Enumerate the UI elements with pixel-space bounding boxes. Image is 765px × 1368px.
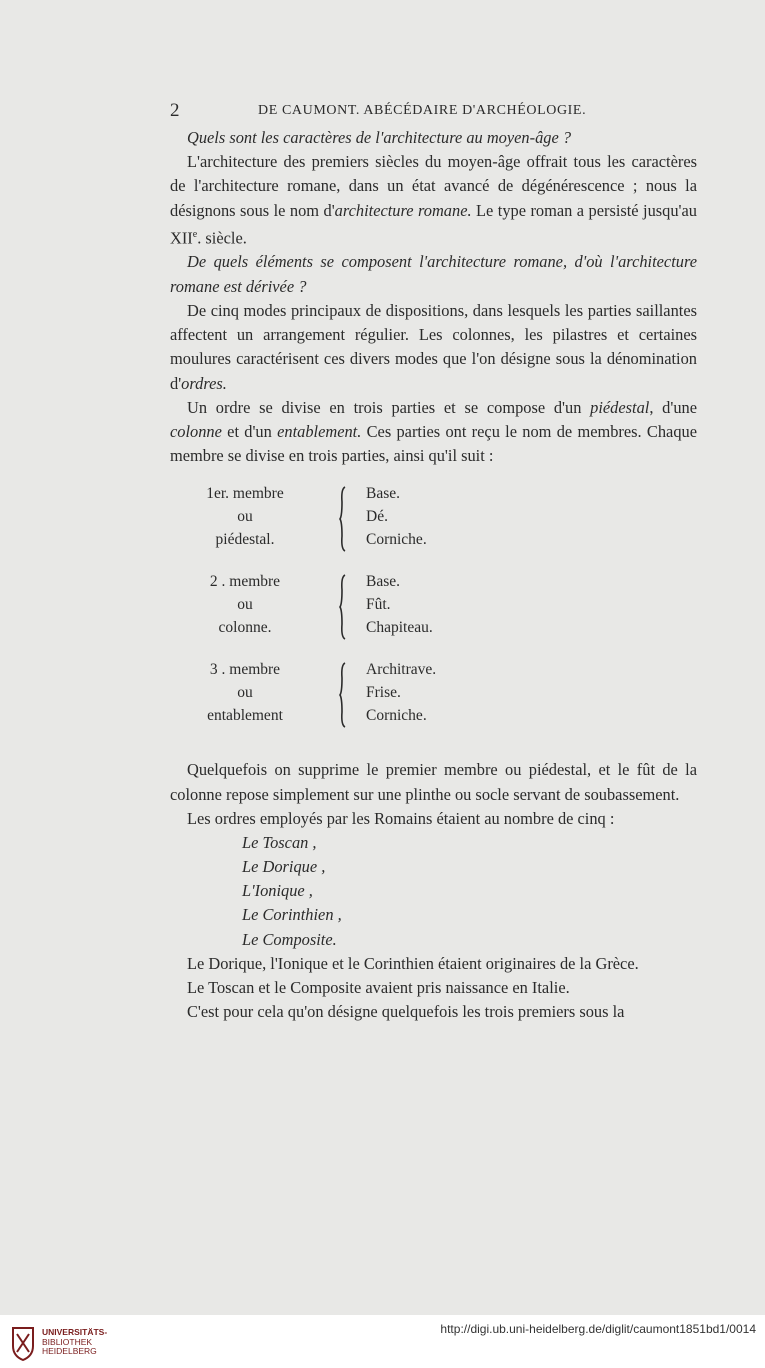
list-item: Le Composite. (242, 929, 337, 949)
brace-icon (339, 486, 347, 552)
order-group (170, 658, 570, 730)
member-label: 2 . membre (209, 573, 281, 591)
part-label: Base. (366, 485, 401, 503)
list-item: Le Dorique , (242, 857, 326, 877)
paragraph-7: Le Toscan et le Composite avaient pris naissance en Italie. (187, 978, 570, 998)
order-group (170, 482, 570, 554)
list-item: Le Corinthien , (242, 905, 342, 925)
part-label: Frise. (366, 684, 401, 702)
part-label: Chapiteau. (366, 619, 433, 637)
paragraph-3: Un ordre se divise en trois parties et se compose d'un piédestal, d'une colonne et d'un entablement. Ces parties ont reçu le nom de membres. Chaque membre se divise en trois parties, ainsi qu'il suit : (170, 397, 697, 466)
part-label: Corniche. (366, 531, 427, 549)
paragraph-8: C'est pour cela qu'on désigne quelquefois les trois premiers sous la (187, 1002, 625, 1022)
member-label: 1er. membre (206, 485, 284, 503)
member-label: piédestal. (215, 531, 275, 549)
part-label: Corniche. (366, 707, 427, 725)
orders-table (170, 482, 697, 744)
page-header (170, 100, 710, 120)
paragraph-4: Quelquefois on supprime le premier membre ou piédestal, et le fût de la colonne repose simplement sur une plinthe ou socle servant de soubassement. (170, 760, 697, 804)
part-label: Fût. (366, 596, 391, 614)
permalink[interactable]: http://digi.ub.uni-heidelberg.de/diglit/caumont1851bd1/0014 (440, 1322, 756, 1336)
library-logo-icon (10, 1322, 36, 1362)
paragraph-5: Les ordres employés par les Romains étaient au nombre de cinq : (187, 808, 615, 828)
paragraph-2: De cinq modes principaux de dispositions, dans lesquels les parties saillantes affectent un arrangement régulier. Les colonnes, les pilastres et certaines moulures caractérisent ces divers modes que l'on désigne sous la dénomination d'ordres. (170, 300, 697, 393)
member-label: ou (237, 508, 253, 526)
part-label: Base. (366, 573, 401, 591)
roman-orders-list (170, 831, 697, 952)
part-label: Dé. (366, 508, 388, 526)
brace-icon (339, 574, 347, 640)
member-label: entablement (207, 707, 283, 725)
part-label: Architrave. (366, 661, 437, 679)
paragraph-6: Le Dorique, l'Ionique et le Corinthien étaient originaires de la Grèce. (187, 953, 639, 973)
running-head: DE CAUMONT. ABÉCÉDAIRE D'ARCHÉOLOGIE. (258, 103, 587, 118)
page-body (170, 126, 697, 1024)
question-2: De quels éléments se composent l'architecture romane, d'où l'architecture romane est dérivée ? (170, 252, 697, 296)
member-label: 3 . membre (209, 661, 281, 679)
library-name: UNIVERSITÄTS- BIBLIOTHEK HEIDELBERG (42, 1327, 108, 1356)
member-label: ou (237, 596, 253, 614)
paragraph-1: L'architecture des premiers siècles du moyen-âge offrait tous les caractères de l'architecture romane, dans un état avancé de dégénérescence ; nous la désignons sous le nom d'architecture romane. Le type roman a persisté jusqu'au XIIe. siècle. (170, 152, 697, 248)
list-item: L'Ionique , (242, 881, 313, 901)
question-1: Quels sont les caractères de l'architecture au moyen-âge ? (187, 128, 572, 147)
member-label: colonne. (218, 619, 272, 637)
brace-icon (339, 662, 347, 728)
list-item: Le Toscan , (242, 832, 317, 852)
member-label: ou (237, 684, 253, 702)
page-number: 2 (170, 100, 180, 121)
order-group (170, 570, 570, 642)
